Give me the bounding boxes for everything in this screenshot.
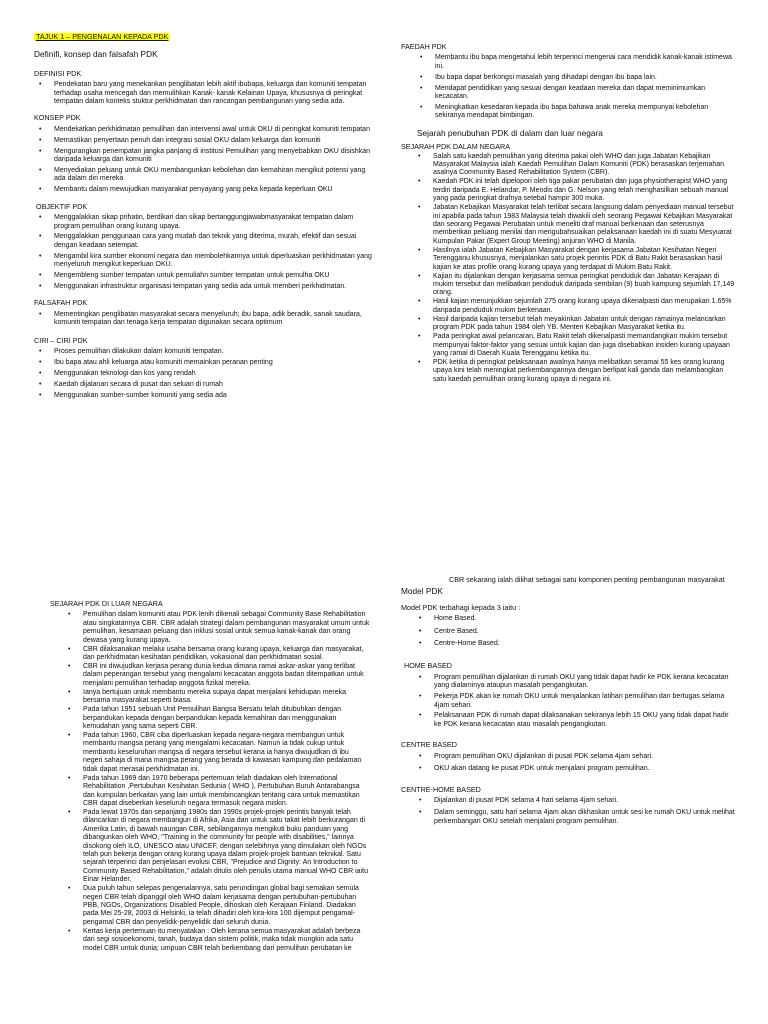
konsep-heading: KONSEP PDK xyxy=(34,113,81,123)
list-item: • Kajian itu dijalankan dengan kerjasama semua peringkat penduduk dan Jabatan Kerajaan di mukim tersebut dan melibatkan penduduk daripada sembilan (9) buah kampung sejumlah 17,149 orang. xyxy=(433,273,737,298)
list-item: • Pekerja PDK akan ke rumah OKU untuk menjalankan latihan pemulihan dan bertugas selama 4jam sehari. xyxy=(434,693,737,710)
list-item: • Pada tahun 1951 sebuah Unit Pemulihan Bangsa Bersatu telah ditubuhkan dengan berpandukan kepada dengan berpandukan kepada kemahiran dan menggunakan kemudahan yang sama seperti CBR. xyxy=(83,706,370,731)
list-item: • Ibu bapa dapat berkongsi masalah yang dihadapi dengan ibu bapa lain. xyxy=(435,74,737,82)
list-item: • Program pemulihan dijalankan di rumah OKU yang tidak dapat hadir ke PDK kerana kecacatan yang dialaminya ataupun masalah pengangkutan. xyxy=(434,674,737,691)
list-item: • Dua puluh tahun selepas pengenalannya, satu perundingan global bagi semakan semula negeri CBR telah dipanggil oleh WHO dalam kerjasama dengan pertubuhan-pertubuhan PBB, NGOs, Organizations Disabled People, dihoskan oleh Kerajaan Finland. Diadakan pada Mei 25-28, 2003 di Helsinki, ia telah dihadiri oleh kira-kira 100 dijemput pengamal-pengamal CBR dan penyelidik-penyelidik dari seluruh dunia. xyxy=(83,885,370,927)
list-item: • Meningkatkan kesedaran kepada ibu bapa bahawa anak mereka mempunyai kebolehan sekiranya mendapat bimbingan. xyxy=(435,104,737,121)
list-item: • Jabatan Kebajikan Masyarakat telah terlibat secara langsung dalam penyediaan manual tersebut ini apabila pada tahun 1983 Malaysia telah diwakili oleh seorang Pegawai Kebajikan Masyarakat dan seorang Pegawai Perubatan untuk meneliti draf manual berkenaan dan seterusnya memberikan peluang menilai dan mengubahsuaikan pelaksanaan kaedah ini di suatu Mesyuarat Kumpulan Pakar (Expert Group Meeting) anjuran WHO di Manila. xyxy=(433,204,737,246)
falsafah-heading: FALSAFAH PDK xyxy=(34,298,88,308)
sejarah-subtitle: Sejarah penubuhan PDK di dalam dan luar negara xyxy=(417,127,603,138)
list-item: • CBR dilaksanakan melalui usaha bersama orang kurang upaya, keluarga dan masyarakat, dan perkhidmatan kesihatan pendidikan, vokasional dan perkhidmatan sosial. xyxy=(83,646,370,663)
list-item: • Menggalakkan penggunaan cara yang mudah dan teknik yang diterima, murah, efektif dan sesuai dengan keadaan setempat. xyxy=(54,233,374,250)
list-item: • Hasilnya ialah Jabatan Kebajikan Masyarakat dengan kerjasama Jabatan Kesihatan Negeri Terengganu khususnya, menjalankan satu projek perintis PDK di Batu Rakit berasaskan hasil kajian ke atas profile orang kurang upaya yang terdapat di Mukim Batu Rakit. xyxy=(433,247,737,272)
cbr-intro: CBR sekarang ialah dilihat sebagai satu komponen penting pembangunan masyarakat xyxy=(449,575,725,584)
definisi-list xyxy=(34,81,374,106)
list-item: • Centre Based. xyxy=(434,628,737,636)
luar-negara-heading: SEJARAH PDK DI LUAR NEGARA xyxy=(50,599,163,608)
list-item: • Pada peringkat awal pelancaran, Batu Rakit telah dikenalpasti memandangkan mukim tersebut mempunyai faktor-faktor yang sesuai untuk kajian dan juga disebabkan insiden kurang upayaan yang ramai di Daerah Kuala Terengganu ketika itu. xyxy=(433,333,737,358)
centre-home-list xyxy=(401,797,737,826)
list-item: • Hasil daripada kajian tersebut telah meyakinkan Jabatan untuk dengan ramainya melancarkan program PDK pada tahun 1984 oleh YB. Menteri Kebajikan Masyarakat ketika itu. xyxy=(433,316,737,333)
list-item: • Program pemulihan OKU dijalankan di pusat PDK selama 4jam sehari. xyxy=(434,753,737,761)
list-item: • Mendekatkan perkhidmatan pemulihan dan intervensi awal untuk OKU di peringkat komuniti tempatan xyxy=(54,126,374,134)
luar-negara-list xyxy=(50,611,370,953)
list-item: • Ianya bertujuan untuk membantu mereka supaya dapat menjalani kehidupan mereka bersama masyarakat seperti biasa. xyxy=(83,689,370,706)
konsep-list xyxy=(34,126,374,195)
list-item: • Dalam seminggu, satu hari selama 4jam akan dikhaskan untuk sesi ke rumah OKU untuk melihat perkembangan OKU setelah menjalani program pemulihan. xyxy=(434,809,737,826)
list-item: • Menggunakan teknologi dan kos yang rendah xyxy=(54,370,374,378)
bottom-left-column xyxy=(50,600,370,954)
list-item: • Kertas kerja pertemuan itu menyatakan : Oleh kerana semua masyarakat adalah berbeza dari segi sosioekonomi, tanah, budaya dan sistem politik, maka tidak mungkin ada satu model CBR untuk dunia; umpuan CBR telah berkembang dari pemulihan perubatan ke xyxy=(83,928,370,953)
faedah-heading: FAEDAH PDK xyxy=(401,42,447,51)
list-item: • Mendapat pendidikan yang sesuai dengan keadaan mereka dan dapat meminimumkan kecacatan. xyxy=(435,85,737,102)
faedah-list xyxy=(401,54,737,120)
model-heading: Model PDK xyxy=(401,586,443,597)
list-item: • OKU akan datang ke pusat PDK untuk menjalani program pemulihan. xyxy=(434,765,737,773)
objektif-heading: OBJEKTIF PDK xyxy=(36,201,88,211)
list-item: • Hasil kajian menunjukkan sejumlah 275 orang kurang upaya dikenalpasti dan merupakan 1.65% daripada penduduk mukim berkenaan. xyxy=(433,298,737,315)
list-item: • Mengembleng sumber tempatan untuk pemuliahn sumber tempatan untuk pemulha OKU xyxy=(54,272,374,280)
list-item: • Salah satu kaedah pemulihan yang diterima pakai oleh WHO dan juga Jabatan Kebajikan Masyarakat Malaysia ialah Kaedah Pemulihan Dalam Komuniti (PDK) berasaskan terjemahan asalnya Community Based Rehabilitation System (CBR). xyxy=(433,153,737,178)
ciri-heading: CIRI – CIRI PDK xyxy=(34,335,88,345)
model-list xyxy=(401,615,737,648)
list-item: • Menggunakan infrastruktur organisasi tempatan yang sedia ada untuk memberi perkhidmatan. xyxy=(54,283,374,291)
definisi-heading: DEFINISI PDK xyxy=(34,68,82,78)
dalam-negara-heading: SEJARAH PDK DALAM NEGARA xyxy=(401,142,511,152)
list-item: • Memastikan penyertaan penuh dan integrasi sosial OKU dalam keluarga dan komuniti xyxy=(54,137,374,145)
objektif-list xyxy=(34,214,374,291)
ciri-list xyxy=(34,348,374,400)
page-title: TAJUK 1 – PENGENALAN KEPADA PDK xyxy=(36,32,169,41)
home-based-heading: HOME BASED xyxy=(404,661,452,671)
list-item: • Menyediakan peluang untuk OKU membangunkan kebolehan dan kemahiran mengikut potensi yang ada dalam diri mereka xyxy=(54,167,374,184)
list-item: • Pada tahun 1960, CBR ciba diperluaskan kepada negara-negara membangun untuk membantu mangsa perang yang mengalami kecacatan. Namun ia tidak cukup untuk membantu keseluruhan mangsa di negara tersebut kerana ia hanya diwujudkan di ibu negeri sahaja di mana mangsa perang yang berada di kawasan kampung dan pedalaman tidak dapat merasai perkhidmatan ini. xyxy=(83,732,370,774)
top-left-column xyxy=(34,33,374,403)
list-item: • Ibu bapa atau ahli keluarga atau komuniti memainkan peranan penting xyxy=(54,359,374,367)
list-item: • Pemulihan dalam komuniti atau PDK lenih dikenali sebagai Community Base Rehabilitation atau singkatannya CBR. CBR adalah strategi dalam pembangunan masyarakat umum untuk pemulihan, kesamaan peluang dan inklusi sosial untuk semua kanak-kanak dan orang dewasa yang kurang upaya. xyxy=(83,611,370,645)
list-item: • Kaedah dijalanan secara di pusat dan seluan di rumah xyxy=(54,381,374,389)
list-item: • Proses pemulihan dilakukan dalam komuniti tempatan. xyxy=(54,348,374,356)
list-item: • Pelaksanaan PDK di rumah dapat dilaksanakan sekiranya lebih 15 OKU yang tidak dapat hadir ke PDK kerana kecacatan atau masalah pengangkutan. xyxy=(434,712,737,729)
centre-based-heading: CENTRE BASED xyxy=(401,740,457,750)
list-item: • Mementingkan penglibatan masyarakat secara menyeluruh; ibu bapa, adik beradik, sanak saudara, komuniti tempatan dan tenaga kerja tempatan digunakan secara optimum xyxy=(54,311,374,328)
list-item: • Mengambil kira sumber ekonomi negara dan membolehkannya untuk diperluaskan perkhidmatan yang menyeluruh mengikut keperluan OKU. xyxy=(54,253,374,270)
list-item: • Pada lewat 1970s dan sepanjang 1980s dan 1990s projek-projek perintis banyak telah dilancarkan di negara membangun di Afrika, Asia dan untuk satu takat lebih berkurangan di Amerika Latin, di bawah naungan CBR, sebilangannya mengikuti buku panduan yang dibangunkan oleh WHO, "Training in the community for people with disabilities," lainnya disokong oleh ILO, UNESCO atau UNICEF, dengan selebihnya yang dimulakan oleh NGOs telah pun bekerja dengan orang kurang upaya dalam projek-projek bantuan teknikal. Satu sejarah terperinci dan penjelasan evolusi CBR, "Prejudice and Dignity: An Introduction to Community Based Rehabilitation," adalah ditulis oleh penulis utama manual WHO CBR iaitu Einar Helander. xyxy=(83,809,370,885)
top-right-column xyxy=(401,43,737,385)
list-item: • Kaedah PDK ini telah dipelopori oleh tiga pakar perubatan dan juga physiotherapist WHO yang terdiri daripada E. Helandar, P. Mendis dan G. Nelson yang telah menghasilkan sebuah manual yang pada peringkat drafnya setebal hampir 300 muka. xyxy=(433,178,737,203)
list-item: • Dijalankan di pusat PDK selama 4 hari selama 4jam sehari. xyxy=(434,797,737,805)
list-item: • Menggalakkan sikap prihatin, berdikari dan sikap bertanggungjawabmasyarakat tempatan dalam program pemulihan orang kurang upaya. xyxy=(54,214,374,231)
list-item: • PDK ketika di peringkat pelaksanaan awalnya hanya melibatkan seramai 55 kes orang kurang upaya kini telah meningkat perkembangannya dengan berlipat kali ganda dan melambangkan satu kaedah pemulihan orang kurang upaya di negara ini. xyxy=(433,359,737,384)
centre-based-list xyxy=(401,753,737,774)
bottom-right-column xyxy=(401,576,737,829)
falsafah-list xyxy=(34,311,374,328)
section-subtitle: Definifi, konsep dan falsafah PDK xyxy=(34,49,158,60)
list-item: • Membantu dalam mewujudkan masyarakat penyayang yang peka kepada keperluan OKU xyxy=(54,186,374,194)
home-based-list xyxy=(401,674,737,729)
dalam-negara-list xyxy=(401,153,737,385)
list-item: • Membantu ibu bapa mengetahui lebih terperinci mengenai cara mendidik kanak-kanak istimewa ini. xyxy=(435,54,737,71)
list-item: • Pendekatan baru yang menekankan penglibatan lebih aktif ibubapa, keluarga dan komuniti tempatan terhadap usaha mencegah dan memulihkan Kanak- kanak Kelainan Upaya, khususnya di peringkat tempatan dalam konteks stuktur perkhidmatan dan rancangan pembangunan yang sedia ada. xyxy=(54,81,374,106)
list-item: • Menggunakan sumber-sumber komuniti yang sedia ada xyxy=(54,392,374,400)
list-item: • Centre-Home Based. xyxy=(434,640,737,648)
list-item: • Mengurangkan penempatan jangka panjang di institusi Pemulihan yang menyebabkan OKU disishkan daripada keluarga dan komuniti xyxy=(54,148,374,165)
list-item: • Pada tahun 1969 dan 1970 beberapa pertemuan telah diadakan oleh International Rehabilitation ,Pertubuhan Kesihatan Sedunia ( WHO ), Pertubuhan Buruh Antarabangsa dan kumpulan berkaitan yang lain untuk membincangkan tentang cara untuk memastikan CBR dapat diseberkan keseluruh negara termasuk negara miskin. xyxy=(83,775,370,809)
model-subheading: Model PDK terbahagi kepada 3 iaitu : xyxy=(401,602,521,612)
list-item: • CBR ini diwujudkan kerjasa perang dunia kedua dimana ramai askar-askar yang terlibat dalam peperangan tersebut yang mengalami kecacatan anggota badan ditempatkan untuk menjalani pemulihan terhadap anggota fizikal mereka. xyxy=(83,663,370,688)
list-item: • Home Based. xyxy=(434,615,737,623)
centre-home-heading: CENTRE-HOME BASED xyxy=(401,784,481,794)
